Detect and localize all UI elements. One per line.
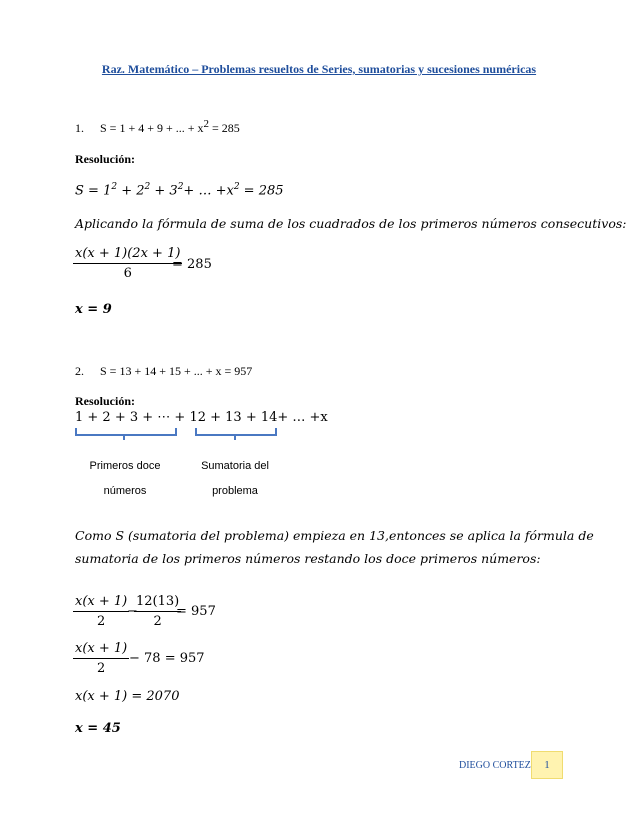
problem-2-eq1-fraction-2 [134,594,181,629]
problem-2-eq1-minus: − [127,604,138,619]
problem-1-answer: x = 9 [75,302,112,317]
fraction-denominator: 2 [96,614,106,629]
fraction-denominator: 2 [96,661,106,676]
problem-2-eq3: x(x + 1) = 2070 [75,689,180,704]
problem-1-exponent: 2 [203,118,210,130]
brace-left-label-line1: Primeros doce [89,460,161,472]
problem-1-fraction-rhs: = 285 [172,257,212,272]
brace-left [76,428,176,440]
eq-part: + … +x [183,183,234,199]
fraction-numerator: x(x + 1)(2x + 1) [73,246,182,264]
problem-1-statement-text: S = 1 + 4 + 9 + ... + x [100,121,204,135]
problem-2-eq2-fraction [73,641,129,676]
problem-1-statement-rhs: = 285 [209,121,240,135]
brace-right [196,428,276,440]
problem-1-resolucion-label: Resolución: [75,152,135,166]
eq-part: S = 1 [75,183,112,199]
brace-svg [74,426,284,442]
problem-1-explanation: Aplicando la fórmula de suma de los cuadrados de los primeros números consecutivos: [75,216,627,231]
fraction-numerator: 12(13) [134,594,181,612]
fraction-denominator: 2 [153,614,162,629]
problem-2-eq1-fraction-1 [73,594,129,629]
problem-2-explanation-line2: sumatoria de los primeros números restando los doce primeros números: [75,551,541,566]
problem-2-explanation-line1: Como S (sumatoria del problema) empieza en 13,entonces se aplica la fórmula de [75,528,594,543]
fraction-denominator: 6 [123,266,132,281]
problem-2-resolucion-label: Resolución: [75,394,135,408]
problem-1-sum-equation [75,182,284,198]
fraction-numerator: x(x + 1) [73,594,129,612]
problem-2-statement [75,364,252,379]
problem-2-series-line: 1 + 2 + 3 + ⋯ + 12 + 13 + 14+ … +x [75,410,328,425]
fraction-numerator: x(x + 1) [73,641,129,659]
eq-sup: 2 [177,182,184,192]
problem-1-number: 1. [75,121,84,135]
problem-2-number: 2. [75,364,84,378]
problem-2-answer: x = 45 [75,721,121,736]
footer-author: DIEGO CORTEZ [459,760,531,771]
brace-right-label-line2: problema [212,485,258,497]
eq-part: + 2 [117,183,145,199]
eq-sup: 2 [233,182,240,192]
brace-left-label-line2: números [103,485,147,497]
eq-part: = 285 [239,183,284,199]
page-number-badge: 1 [531,751,563,779]
eq-sup: 2 [111,182,118,192]
eq-sup: 2 [144,182,151,192]
problem-2-eq2-rhs: − 78 = 957 [129,651,205,666]
problem-2-eq1-rhs: = 957 [176,604,216,619]
document-title: Raz. Matemático – Problemas resueltos de Series, sumatorias y sucesiones numéricas [101,62,537,76]
problem-2-statement-text: S = 13 + 14 + 15 + ... + x = 957 [100,364,253,378]
brace-right-label-line1: Sumatoria del [201,460,269,472]
eq-part: + 3 [150,183,178,199]
problem-1-fraction [73,246,182,281]
problem-1-statement [75,118,240,136]
